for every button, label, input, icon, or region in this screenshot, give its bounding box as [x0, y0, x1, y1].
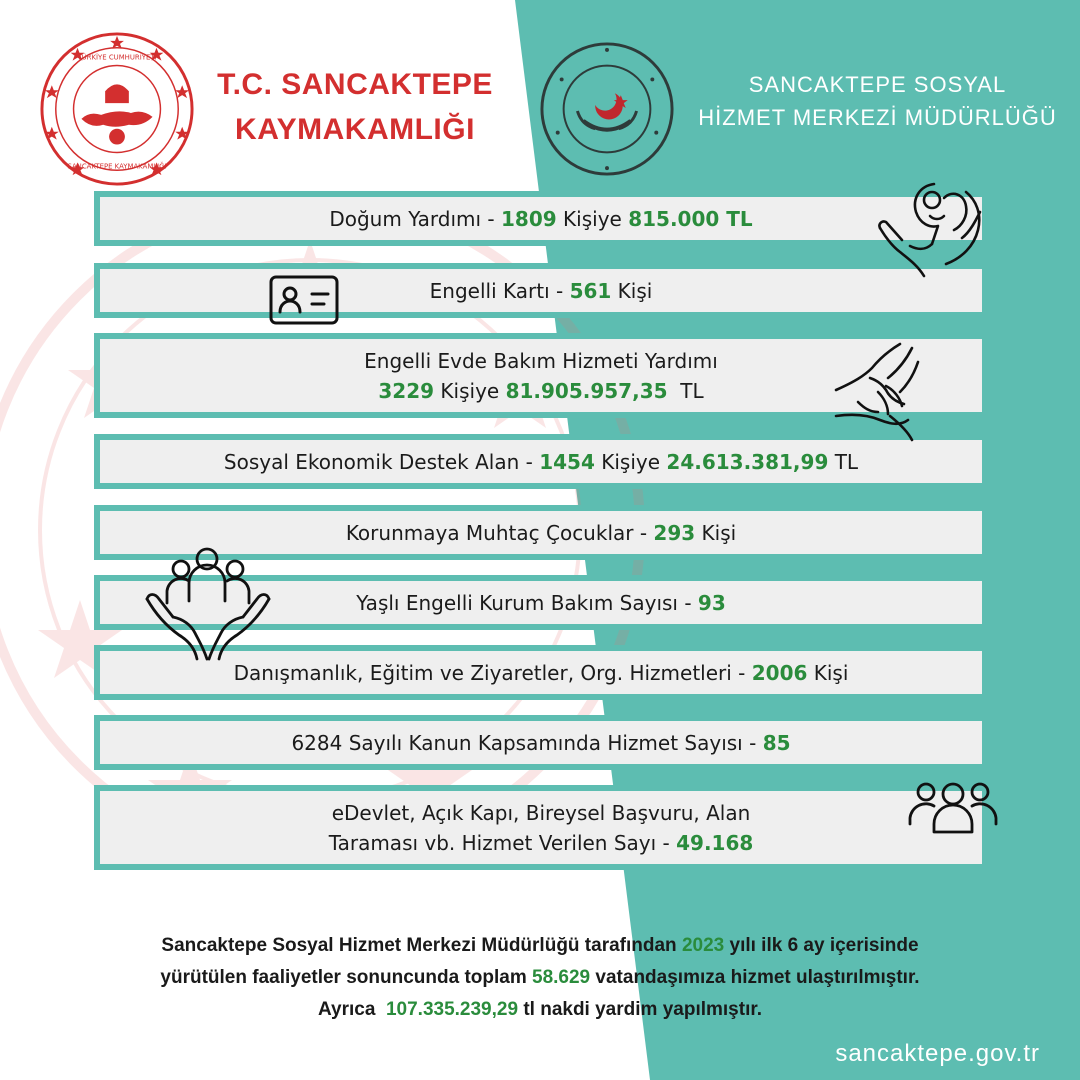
group-icon [908, 778, 998, 834]
summary-total: 58.629 [532, 967, 591, 988]
card-3-currency: TL [667, 378, 704, 403]
summary-line-2 [40, 962, 1040, 994]
card-5-mid: Kişi [695, 520, 737, 545]
card-7-label: Danışmanlık, Eğitim ve Ziyaretler, Org. Hizmetleri - [233, 660, 752, 685]
card-1-mid: Kişiye [556, 206, 629, 231]
title-line-2: KAYMAKAMLIĞI [235, 113, 475, 146]
card-1-count: 1809 [501, 206, 557, 231]
card-4-currency: TL [828, 449, 859, 474]
card-4-count: 1454 [539, 449, 595, 474]
people-care-icon [143, 545, 273, 663]
page-subtitle [680, 68, 1075, 134]
title-line-1: T.C. SANCAKTEPE [217, 68, 493, 101]
card-5-count: 293 [653, 520, 696, 545]
summary-cash: 107.335.239,29 [385, 999, 519, 1020]
summary-line-3 [40, 994, 1040, 1026]
stat-card-law-6284 [94, 715, 988, 770]
id-card-icon [268, 274, 340, 326]
card-9-line-2 [329, 828, 754, 858]
subtitle-line-1: SANCAKTEPE SOSYAL [748, 72, 1007, 97]
summary-part-6: tl nakdi yardim yapılmıştır. [518, 999, 762, 1020]
stat-card-services-total [94, 785, 988, 870]
card-7-count: 2006 [751, 660, 808, 685]
svg-text:SANCAKTEPE KAYMAKAMLIĞI: SANCAKTEPE KAYMAKAMLIĞI [67, 162, 167, 171]
card-2-count: 561 [569, 278, 612, 303]
card-8-label: 6284 Sayılı Kanun Kapsamında Hizmet Sayısı - [291, 730, 763, 755]
card-2-mid: Kişi [611, 278, 653, 303]
summary-part-5: Ayrıca [318, 999, 386, 1020]
card-4-text [224, 447, 858, 477]
card-3-count: 3229 [378, 378, 435, 403]
summary-line-1 [40, 930, 1040, 962]
website-link[interactable]: sancaktepe.gov.tr [835, 1040, 1040, 1067]
card-1-label: Doğum Yardımı - [329, 206, 502, 231]
card-2-text [430, 276, 653, 306]
holding-hands-icon [830, 338, 926, 442]
card-3-mid: Kişiye [434, 378, 506, 403]
card-6-label: Yaşlı Engelli Kurum Bakım Sayısı - [356, 590, 698, 615]
stat-card-disability-card [94, 263, 988, 318]
card-4-amount: 24.613.381,99 [666, 449, 829, 474]
card-5-label: Korunmaya Muhtaç Çocuklar - [345, 520, 654, 545]
summary-part-4: vatandaşımıza hizmet ulaştırılmıştır. [590, 967, 920, 988]
summary-year: 2023 [681, 935, 725, 956]
card-3-amount: 81.905.957,35 [505, 378, 668, 403]
card-7-mid: Kişi [807, 660, 849, 685]
card-1-text [329, 204, 752, 234]
baby-hands-icon [872, 178, 992, 290]
card-8-count: 85 [762, 730, 791, 755]
kaymakamlik-seal-logo [38, 30, 196, 188]
card-3-line-1: Engelli Evde Bakım Hizmeti Yardımı [364, 348, 718, 373]
card-5-text [346, 518, 736, 548]
stat-card-socioeconomic-support [94, 434, 988, 489]
card-4-label: Sosyal Ekonomik Destek Alan - [223, 449, 540, 474]
card-1-amount: 815.000 TL [628, 206, 753, 231]
card-9-line-1: eDevlet, Açık Kapı, Bireysel Başvuru, Alan [331, 800, 751, 825]
ministry-seal-logo [538, 40, 676, 178]
svg-text:TÜRKİYE CUMHURİYETİ: TÜRKİYE CUMHURİYETİ [77, 53, 157, 62]
summary-part-2: yılı ilk 6 ay içerisinde [724, 935, 919, 956]
summary-part-1: Sancaktepe Sosyal Hizmet Merkezi Müdürlüğü tarafından [161, 935, 682, 956]
stat-card-birth-aid [94, 191, 988, 246]
card-9-label: Taraması vb. Hizmet Verilen Sayı - [328, 830, 677, 855]
page-title [205, 62, 505, 152]
card-2-label: Engelli Kartı - [429, 278, 570, 303]
summary-text [40, 930, 1040, 1026]
card-9-count: 49.168 [676, 830, 754, 855]
card-6-text [356, 588, 726, 618]
card-4-mid: Kişiye [594, 449, 667, 474]
card-6-count: 93 [697, 590, 726, 615]
card-7-text [234, 658, 849, 688]
summary-part-3: yürütülen faaliyetler sonuncunda toplam [160, 967, 533, 988]
card-8-text [291, 728, 790, 758]
subtitle-line-2: HİZMET MERKEZİ MÜDÜRLÜĞÜ [698, 105, 1057, 130]
card-3-line-2 [378, 376, 703, 406]
